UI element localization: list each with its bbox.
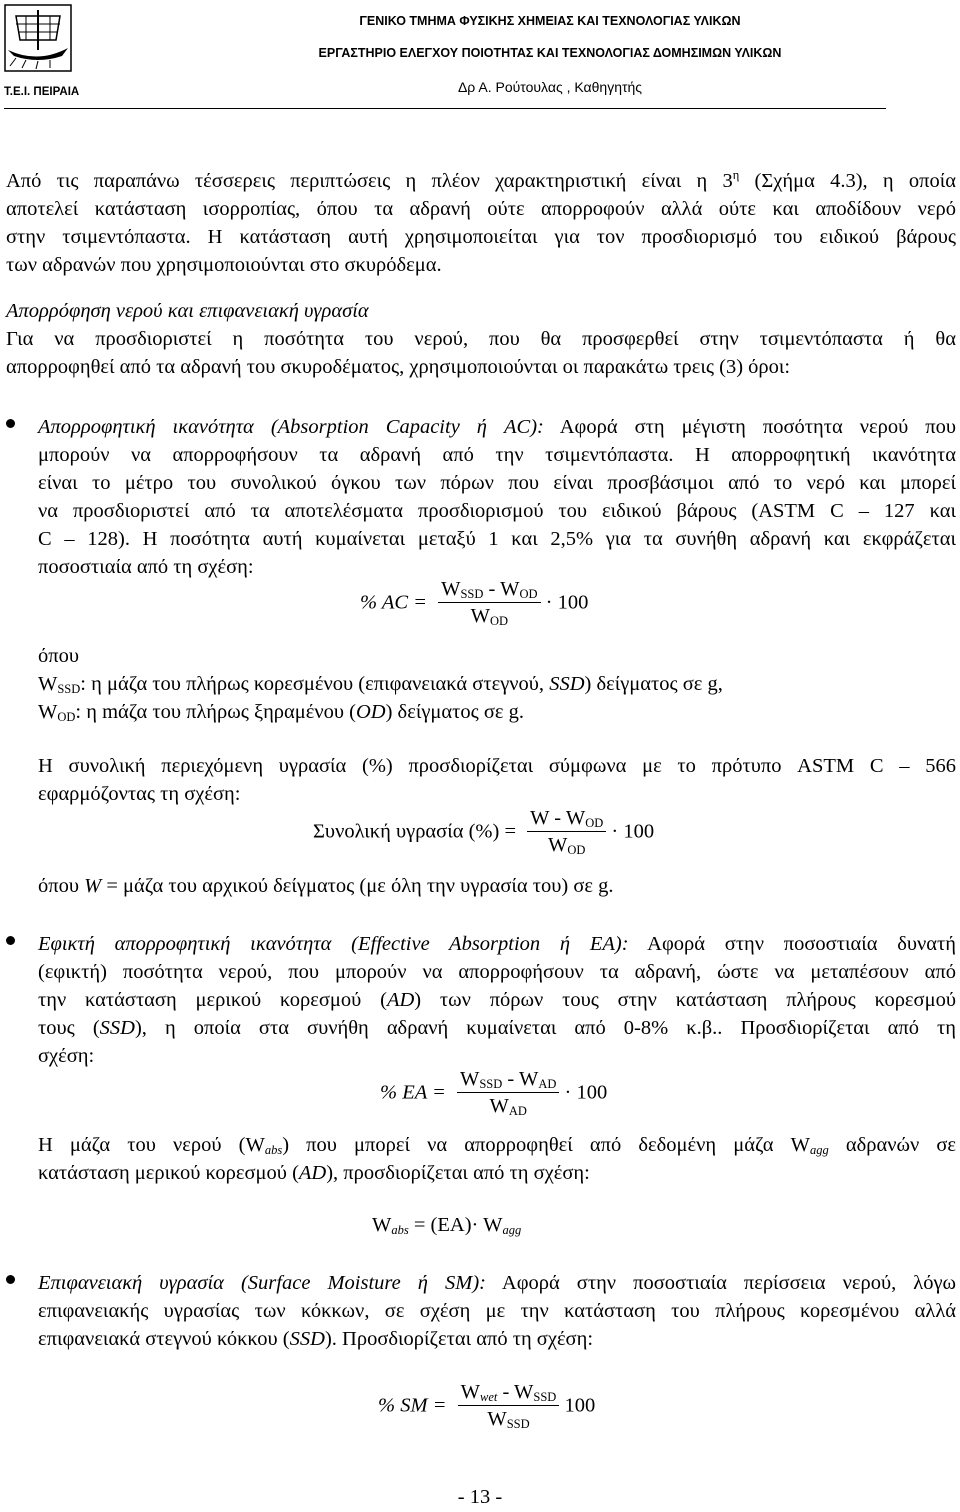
ea-line-4: τους (SSD), η οποία στα συνήθη αδρανή κυμαίνεται από 0-8% κ.β.. Προσδιορίζεται από τη	[38, 1017, 956, 1039]
bullet-icon	[6, 1275, 15, 1284]
institution-name: Τ.Ε.Ι. ΠΕΙΡΑΙΑ	[4, 86, 80, 98]
bullet-icon	[6, 419, 15, 428]
intro-line-4: των αδρανών που χρησιμοποιούνται στο σκυρόδεμα.	[6, 254, 442, 276]
bullet-absorption-capacity	[38, 413, 956, 581]
ea-mass-line-1: Η μάζα του νερού $(W_{abs})$ που μπορεί να απορροφηθεί από δεδομένη μάζα $W_{agg}$ αδρανών σε	[38, 1134, 957, 1157]
ea-line-5: σχέση:	[38, 1045, 95, 1067]
ac-line-4: να προσδιοριστεί από τα αποτελέσματα προσδιορισμού του ειδικού βάρους (ASTM C – 127 και	[38, 500, 956, 522]
intro-line-2: αποτελεί κατάσταση ισορροπίας, όπου τα αδρανή ούτε απορροφούν αλλά ούτε και αποδίδουν νερό	[6, 198, 956, 220]
where-label: όπου	[38, 645, 79, 667]
bullet-effective-absorption	[38, 930, 956, 1070]
bullet-icon	[6, 936, 15, 945]
total-line-2: εφαρμόζοντας τη σχέση:	[38, 783, 241, 805]
bullet-surface-moisture	[38, 1269, 956, 1353]
intro-line-3: στην τσιμεντόπαστα. Η κατάσταση αυτή χρησιμοποιείται για τον προσδιορισμό του ειδικού βάρους	[6, 226, 956, 248]
ac-line-6: ποσοστιαία από τη σχέση:	[38, 556, 254, 578]
section-title: Απορρόφηση νερού και επιφανειακή υγρασία	[6, 300, 369, 322]
intro-paragraph	[6, 167, 956, 279]
ea-mass-paragraph	[38, 1131, 956, 1187]
ac-line-5: C – 128). Η ποσότητα αυτή κυμαίνεται μεταξύ 1 και 2,5% για τα συνήθη αδρανή και εκφράζεται	[38, 528, 956, 550]
ac-definitions	[38, 642, 956, 726]
ac-line-1: Απορροφητική ικανότητα (Absorption Capacity ή AC): Αφορά στη μέγιστη ποσότητα νερού που	[38, 416, 956, 438]
equation-sm: % SM = $\frac{W_{wet} - W_{SSD}}{W_{SSD}}$ 100	[378, 1381, 596, 1431]
total-where-line: όπου W = μάζα του αρχικού δείγματος (με όλη την υγρασία του) σε g.	[38, 875, 614, 897]
total-moisture-paragraph	[38, 752, 956, 808]
equation-ea: % EA = $\frac{W_{SSD} - W_{AD}}{W_{AD}}$ · 100	[380, 1068, 608, 1118]
sm-line-2: επιφανειακής υγρασίας των κόκκων, σε σχέση με την κατάσταση του πλήρους κορεσμένου αλλά	[38, 1300, 956, 1322]
ea-line-3: την κατάσταση μερικού κορεσμού (AD) των πόρων τους στην κατάσταση πλήρους κορεσμού	[38, 989, 956, 1011]
section-line-1: Για να προσδιοριστεί η ποσότητα του νερού, που θα προσφερθεί στην τσιμεντόπαστα ή θα	[6, 328, 956, 350]
sm-line-1: Επιφανειακή υγρασία (Surface Moisture ή SM): Αφορά στην ποσοστιαία περίσσεια νερού, λόγω	[38, 1272, 957, 1294]
ea-mass-line-2: κατάσταση μερικού κορεσμού (AD), προσδιορίζεται από τη σχέση:	[38, 1162, 590, 1184]
equation-wabs: $W_{abs} = (EA)\cdot W_{agg}$	[372, 1214, 522, 1237]
section-line-2: απορροφηθεί από τα αδρανή του σκυροδέματος, χρησιμοποιούνται οι παρακάτω τρεις (3) όροι:	[6, 356, 791, 378]
ea-line-1: Εφικτή απορροφητική ικανότητα (Effective Absorption ή EA): Αφορά στην ποσοστιαία δυνατή	[38, 933, 957, 955]
header-divider	[4, 108, 886, 109]
ship-logo-icon	[4, 4, 72, 72]
ac-line-3: είναι το μέτρο του συνολικού όγκου των πόρων που είναι προσβάσιμοι από το νερό και μπορεί	[38, 472, 956, 494]
section-block	[6, 297, 956, 381]
sm-line-3: επιφανειακά στεγνού κόκκου (SSD). Προσδιορίζεται από τη σχέση:	[38, 1328, 594, 1350]
ea-line-2: (εφικτή) ποσότητα νερού, που μπορούν να απορροφήσουν τα αδρανή, ώστε να μεταπέσουν από	[38, 961, 956, 983]
header-department: ΓΕΝΙΚΟ ΤΜΗΜΑ ΦΥΣΙΚΗΣ ΧΗΜΕΙΑΣ ΚΑΙ ΤΕΧΝΟΛΟΓΙΑΣ ΥΛΙΚΩΝ	[359, 14, 741, 28]
definition-wssd: $W_{SSD}$: η μάζα του πλήρως κορεσμένου (επιφανειακά στεγνού, SSD) δείγματος σε g,	[38, 673, 723, 696]
total-where	[38, 872, 956, 900]
equation-total-moisture: Συνολική υγρασία (%) = $\frac{W - W_{OD}}{W_{OD}}$ · 100	[313, 807, 655, 857]
intro-line-1: Από τις παραπάνω τέσσερεις περιπτώσεις η πλέον χαρακτηριστική είναι η $3^\eta$ (Σχήμα 4.3), η οποία	[6, 168, 956, 192]
equation-ac: % AC = $\frac{W_{SSD} - W_{OD}}{W_{OD}}$ · 100	[360, 578, 589, 628]
definition-wod: $W_{OD}$: η mάζα του πλήρως ξηραμένου (OD) δείγματος σε g.	[38, 701, 525, 724]
total-line-1: Η συνολική περιεχόμενη υγρασία (%) προσδιορίζεται σύμφωνα με το πρότυπο ASTM C – 566	[38, 755, 956, 777]
page-number: - 13 -	[457, 1486, 503, 1508]
ac-line-2: μπορούν να απορροφήσουν τα αδρανή από την τσιμεντόπαστα. Η απορροφητική ικανότητα	[38, 444, 956, 466]
header-laboratory: ΕΡΓΑΣΤΗΡΙΟ ΕΛΕΓΧΟΥ ΠΟΙΟΤΗΤΑΣ ΚΑΙ ΤΕΧΝΟΛΟΓΙΑΣ ΔΟΜΗΣΙΜΩΝ ΥΛΙΚΩΝ	[318, 46, 782, 60]
header-author: Δρ Α. Ρούτουλας , Καθηγητής	[457, 79, 643, 95]
